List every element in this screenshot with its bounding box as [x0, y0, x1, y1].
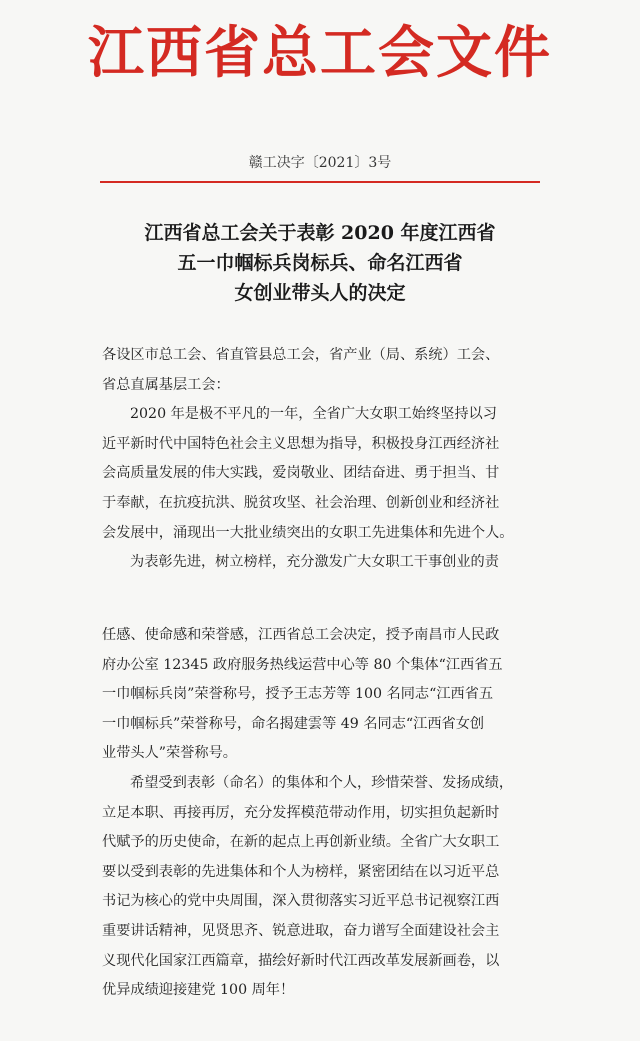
decision-title	[0, 218, 640, 308]
paragraph-line: 义现代化国家江西篇章，描绘好新时代江西改革发展新画卷，以	[102, 952, 500, 969]
paragraph-line: 立足本职、再接再厉，充分发挥模范带动作用，切实担负起新时	[102, 804, 500, 821]
title-line: 五一巾帼标兵岗标兵、命名江西省	[177, 252, 463, 274]
paragraph-line: 一巾帼标兵”荣誉称号，命名揭建雲等 49 名同志“江西省女创	[102, 715, 485, 732]
paragraph-line: 业带头人”荣誉称号。	[102, 745, 237, 762]
paragraph-line: 书记为核心的党中央周围，深入贯彻落实习近平总书记视察江西	[102, 893, 500, 910]
document-number: 赣工决字〔2021〕3号	[248, 155, 392, 171]
paragraph-line: 重要讲话精神，见贤思齐、锐意进取，奋力谱写全面建设社会主	[102, 922, 500, 939]
paragraph-line: 2020 年是极不平凡的一年，全省广大女职工始终坚持以习	[130, 406, 497, 423]
paragraph-line: 优异成绩迎接建党 100 周年！	[102, 982, 295, 999]
title-line: 江西省总工会关于表彰 2020 年度江西省	[144, 222, 496, 244]
paragraph-line: 会高质量发展的伟大实践，爱岗敬业、团结奋进、勇于担当、甘	[102, 465, 500, 482]
paragraph-line: 一巾帼标兵岗”荣誉称号，授予王志芳等 100 名同志“江西省五	[102, 686, 494, 703]
addressee-line: 省总直属基层工会：	[102, 376, 230, 393]
paragraph-line: 会发展中，涌现出一大批业绩突出的女职工先进集体和先进个人。	[102, 524, 514, 541]
paragraph-line: 任感、使命感和荣誉感，江西省总工会决定，授予南昌市人民政	[102, 627, 500, 643]
paragraph-line: 希望受到表彰（命名）的集体和个人，珍惜荣誉、发扬成绩，	[130, 774, 514, 791]
paragraph-line: 近平新时代中国特色社会主义思想为指导，积极投身江西经济社	[102, 435, 500, 452]
body-text-part1	[102, 341, 542, 578]
title-line: 女创业带头人的决定	[234, 282, 406, 304]
addressee-line: 各设区市总工会、省直管县总工会，省产业（局、系统）工会、	[102, 347, 500, 363]
paragraph-line: 于奉献，在抗疫抗洪、脱贫攻坚、社会治理、创新创业和经济社	[102, 494, 500, 511]
paragraph-line: 代赋予的历史使命，在新的起点上再创新业绩。全省广大女职工	[102, 834, 500, 851]
body-text-part2	[102, 621, 542, 1006]
document-header-title: 江西省总工会文件	[88, 20, 552, 86]
paragraph-line: 要以受到表彰的先进集体和个人为榜样，紧密团结在以习近平总	[102, 863, 500, 880]
paragraph-line: 为表彰先进，树立榜样，充分激发广大女职工干事创业的责	[130, 554, 499, 571]
paragraph-line: 府办公室 12345 政府服务热线运营中心等 80 个集体“江西省五	[102, 656, 503, 673]
red-divider-line	[100, 181, 540, 183]
